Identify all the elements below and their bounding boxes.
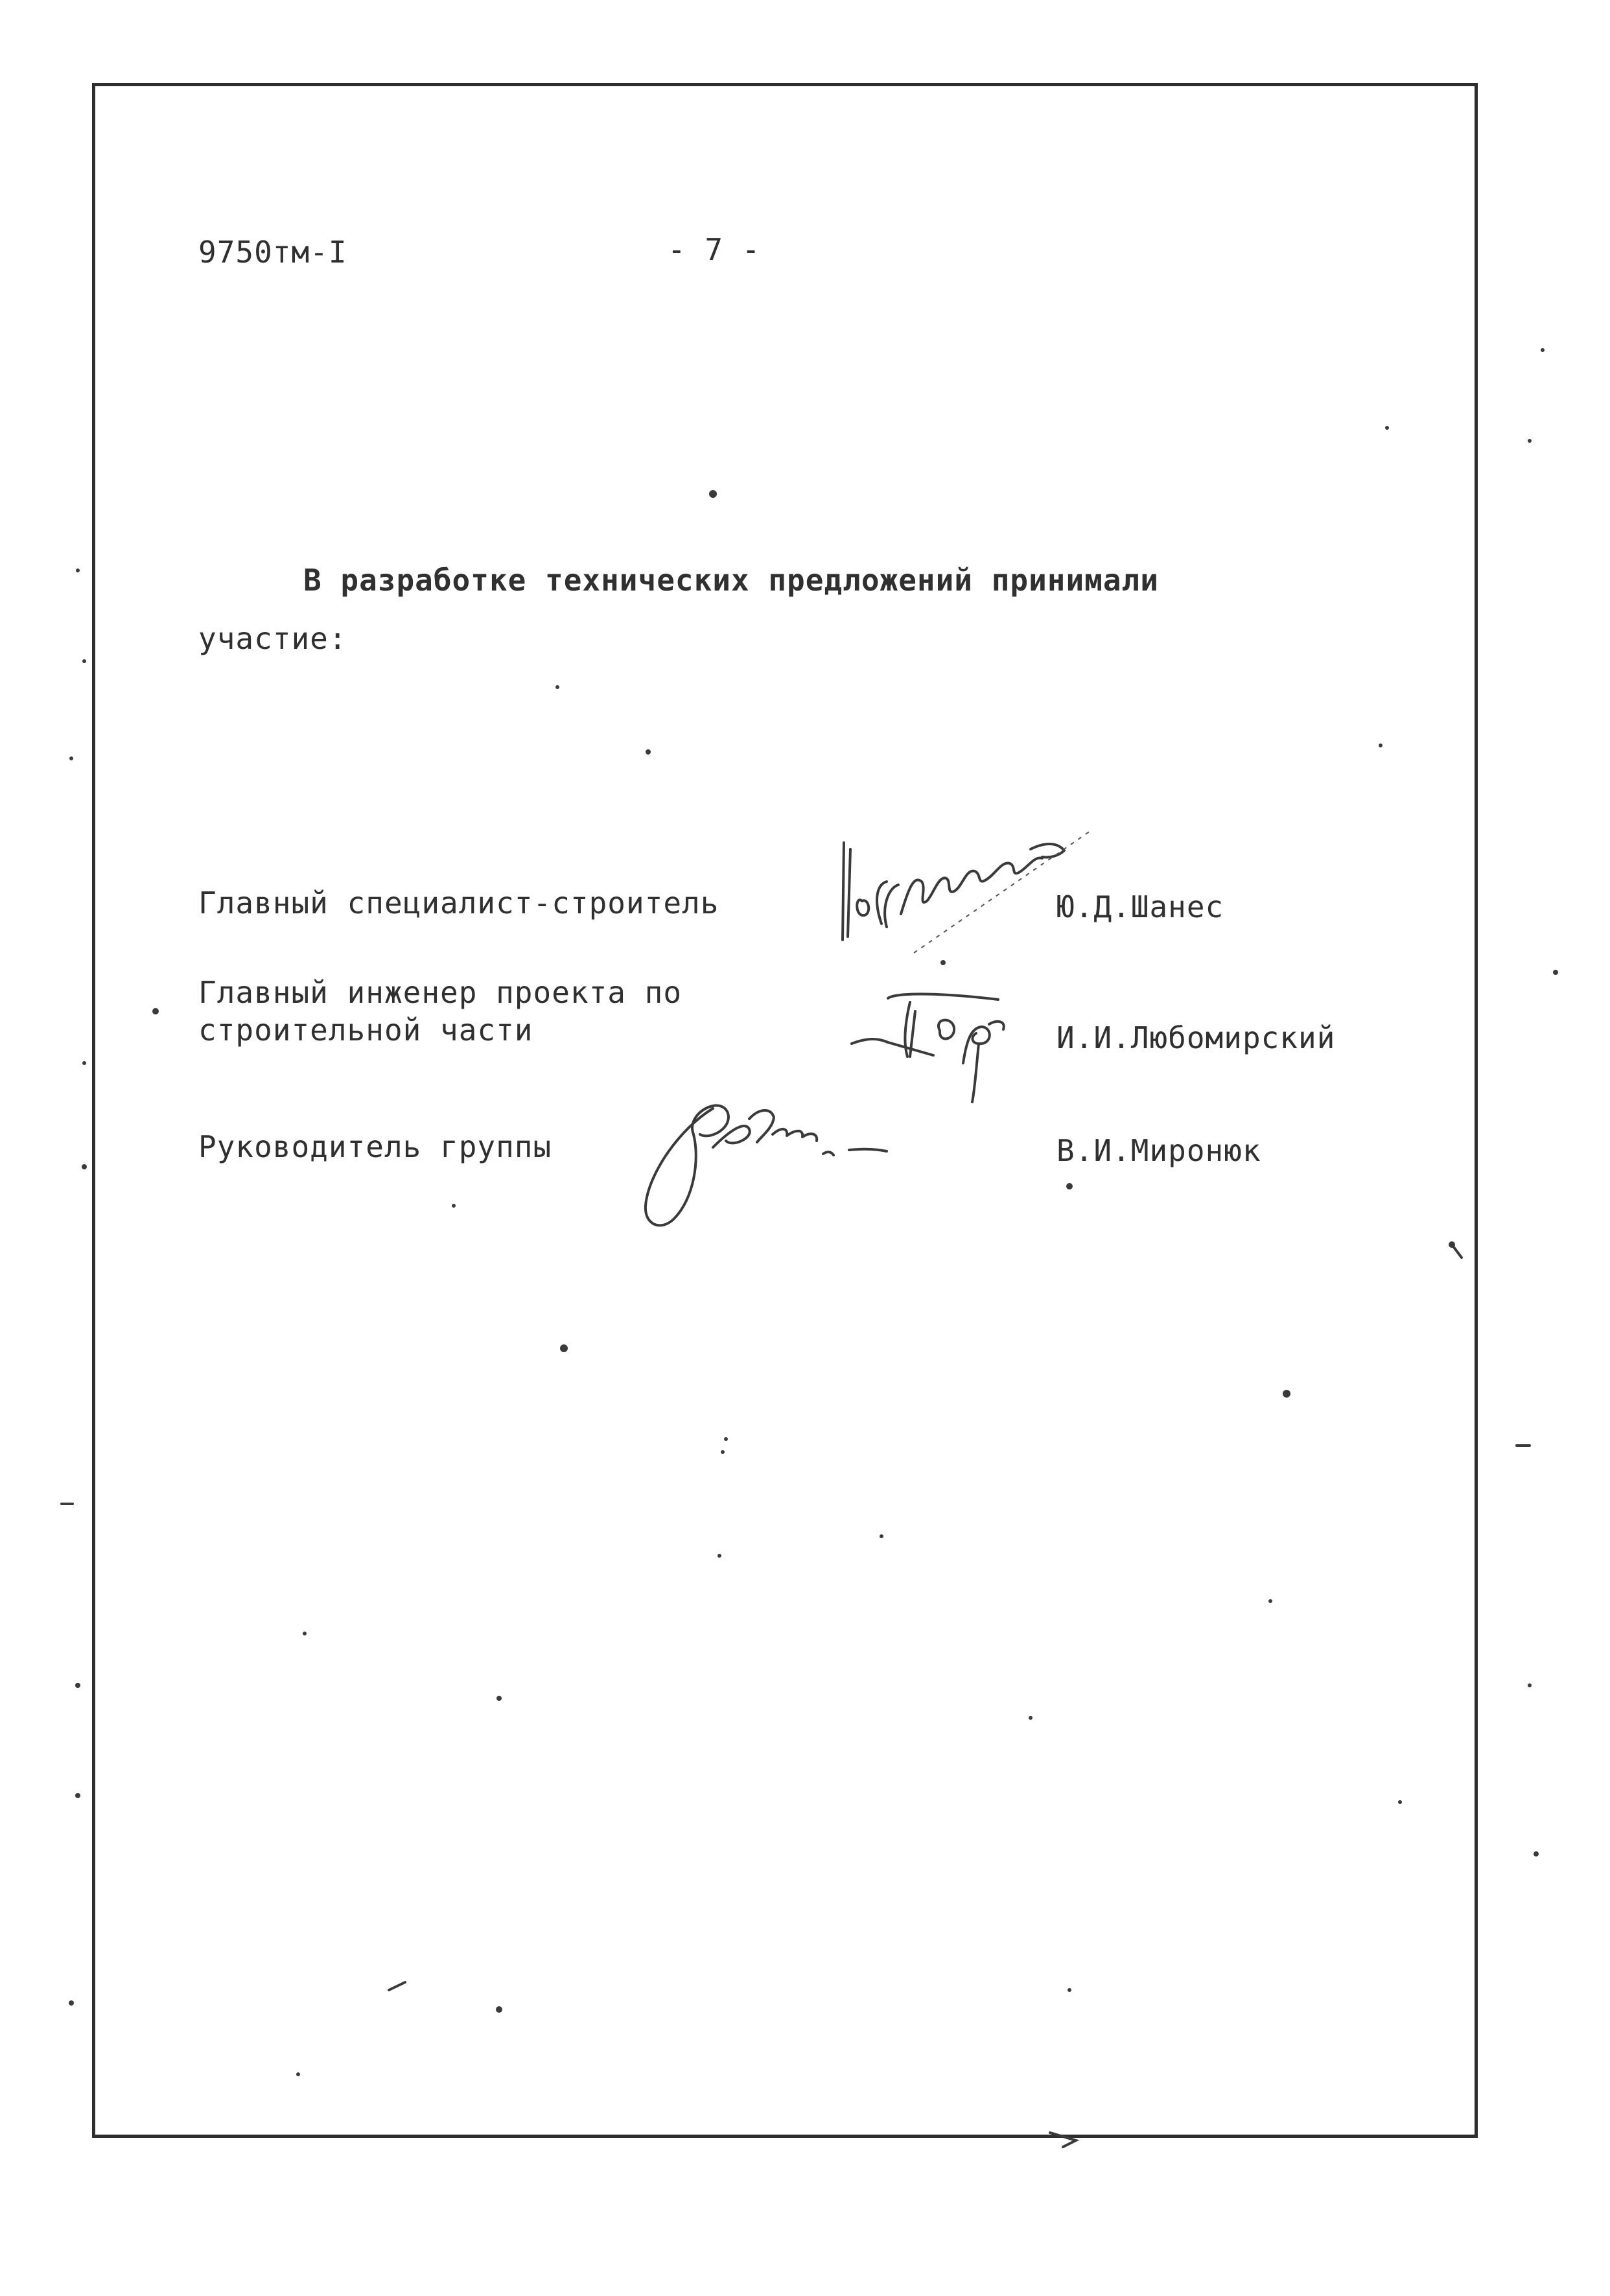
signature-2 [843,966,1063,1108]
participant-name: Ю.Д.Шанес [1056,889,1224,924]
signature-3 [635,1095,946,1232]
participant-role: Главный инженер проекта по [198,975,682,1010]
participant-name: И.И.Любомирский [1056,1020,1336,1055]
document-code: 9750тм-I [198,235,347,270]
intro-line-2: участие: [198,621,347,656]
intro-line-1: В разработке технических предложений принимали [303,563,1159,598]
participant-name: В.И.Миронюк [1056,1133,1261,1168]
participant-role-continued: строительной части [198,1013,533,1048]
page-number: - 7 - [668,232,761,267]
signature-1 [836,804,1115,972]
participant-role: Главный специалист-строитель [198,885,719,920]
participant-role: Руководитель группы [198,1129,552,1164]
